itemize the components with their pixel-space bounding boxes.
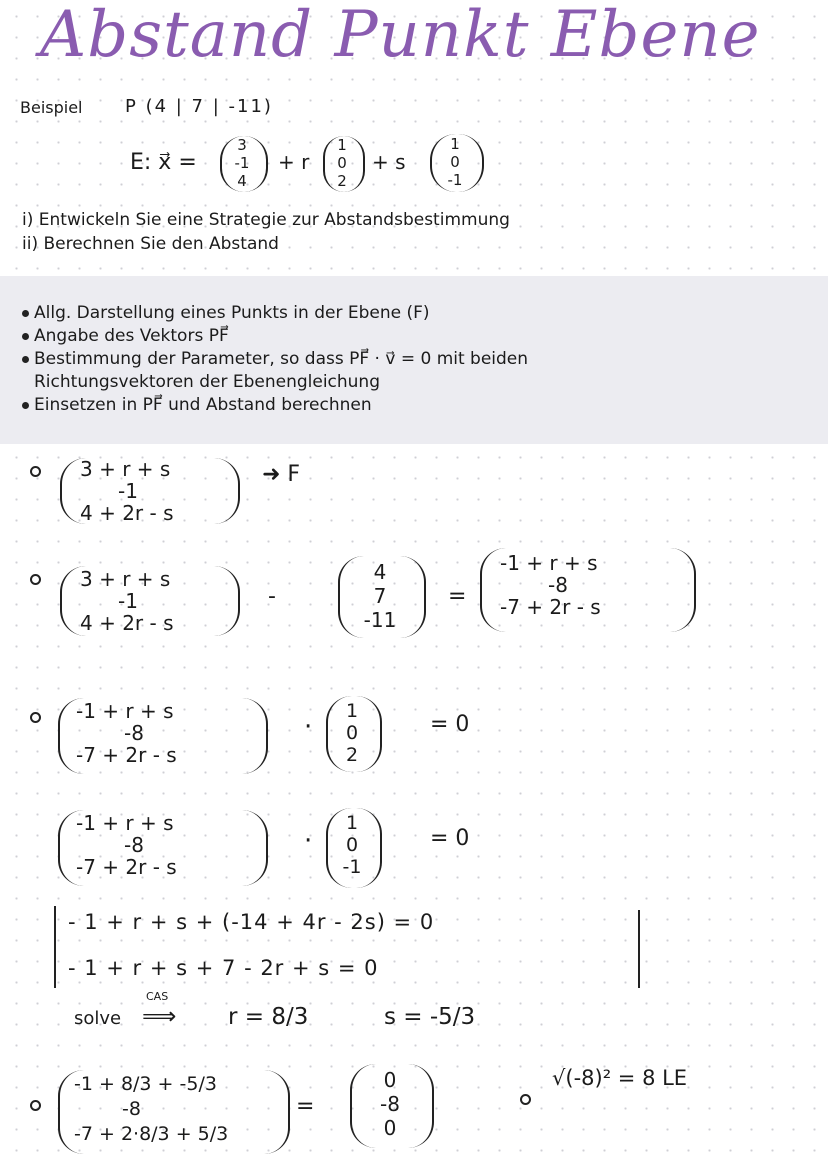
vector-entry: -7 + 2·8/3 + 5/3 <box>74 1123 229 1145</box>
result-zero: = 0 <box>430 712 470 737</box>
vector-entry: -1 <box>118 589 138 613</box>
direction-vector-1 <box>327 136 357 190</box>
page-title: Abstand Punkt Ebene <box>40 0 761 72</box>
vector-entry: 0 <box>345 722 359 744</box>
vector-entry: -1 + 8/3 + -5/3 <box>74 1073 217 1095</box>
example-label: Beispiel <box>20 98 83 117</box>
r-value: r = 8/3 <box>228 1004 309 1030</box>
vector-entry: -1 <box>447 171 463 189</box>
bullet-icon <box>22 333 29 340</box>
plane-prefix: E: x⃗ = <box>130 150 197 175</box>
vector-entry: -7 + 2r - s <box>500 595 601 619</box>
vector-entry: -7 + 2r - s <box>76 743 177 767</box>
vector-entry: 1 <box>345 812 359 834</box>
step2-vector-p <box>350 560 410 632</box>
vector-entry: -1 + r + s <box>76 811 174 835</box>
vector-entry: -1 <box>342 856 362 878</box>
s-label: + s <box>372 150 406 174</box>
vector-entry: 1 <box>345 700 359 722</box>
solve-label: solve <box>74 1008 122 1029</box>
step-marker <box>30 1100 41 1111</box>
strategy-item: Richtungsvektoren der Ebenengleichung <box>34 372 381 392</box>
vector-entry: -8 <box>380 1092 400 1116</box>
result-zero: = 0 <box>430 826 470 851</box>
vector-entry: -8 <box>124 721 144 745</box>
vector-entry: 3 + r + s <box>80 457 171 481</box>
step2-vector-f <box>66 568 230 634</box>
final-vector <box>66 1072 280 1147</box>
direction-vector-2 <box>436 135 474 189</box>
step3-vector-pf <box>66 700 260 766</box>
step-marker <box>30 712 41 723</box>
cas-label: CAS <box>146 990 169 1003</box>
vector-entry: -8 <box>548 573 568 597</box>
bullet-icon <box>22 402 29 409</box>
vector-entry: -11 <box>363 608 397 632</box>
final-result-vector <box>360 1068 420 1140</box>
implies-arrow: ⟹ <box>142 1002 177 1030</box>
vector-entry: -7 + 2r - s <box>76 855 177 879</box>
equals-sign: = <box>296 1094 315 1119</box>
support-vector <box>226 136 258 190</box>
vector-entry: 7 <box>373 584 387 608</box>
strategy-item: Allg. Darstellung eines Punkts in der Ebene (F) <box>22 302 528 325</box>
strategy-item: Einsetzen in PF⃗ und Abstand berechnen <box>22 394 528 417</box>
bullet-icon <box>22 310 29 317</box>
vector-entry: 3 <box>237 136 247 154</box>
step4-vector-pf <box>66 812 260 878</box>
strategy-item: Bestimmung der Parameter, so dass PF⃗ · v⃗ = 0 mit beiden <box>22 348 528 371</box>
vector-entry: 0 <box>337 154 347 172</box>
step-marker <box>30 466 41 477</box>
vector-entry: 4 + 2r - s <box>80 501 174 525</box>
vector-entry: 0 <box>345 834 359 856</box>
vector-entry: 4 <box>237 172 247 190</box>
step1-vector <box>66 458 230 524</box>
system-right-bar <box>638 910 640 988</box>
point-p: P (4 | 7 | -11) <box>125 96 273 117</box>
vector-entry: 2 <box>345 744 359 766</box>
vector-entry: 2 <box>337 172 347 190</box>
vector-entry: -1 <box>118 479 138 503</box>
vector-entry: 0 <box>450 153 460 171</box>
task-1: i) Entwickeln Sie eine Strategie zur Abstandsbestimmung <box>22 210 510 230</box>
vector-entry: 3 + r + s <box>80 567 171 591</box>
r-label: + r <box>278 150 310 174</box>
strategy-list <box>22 302 528 417</box>
s-value: s = -5/3 <box>384 1004 476 1030</box>
vector-entry: -1 + r + s <box>76 699 174 723</box>
arrow-to-f: ➜ F <box>262 462 301 487</box>
vector-entry: -8 <box>122 1098 141 1120</box>
minus-sign: - <box>268 584 276 609</box>
dot-operator: · <box>304 826 313 856</box>
vector-entry: -8 <box>124 833 144 857</box>
strategy-item: Angabe des Vektors PF⃗ <box>22 325 528 348</box>
vector-entry: 4 <box>373 560 387 584</box>
system-left-bar <box>54 906 56 988</box>
vector-entry: -1 <box>234 154 250 172</box>
equals-sign: = <box>448 584 467 609</box>
step-marker <box>520 1094 531 1105</box>
step2-vector-pf <box>490 552 686 618</box>
step4-direction-vector <box>332 812 372 878</box>
equation-2: - 1 + r + s + 7 - 2r + s = 0 <box>68 956 379 980</box>
dot-operator: · <box>304 712 313 742</box>
step-marker <box>30 574 41 585</box>
equation-1: - 1 + r + s + (-14 + 4r - 2s) = 0 <box>68 910 435 934</box>
vector-entry: 0 <box>383 1068 397 1092</box>
task-2: ii) Berechnen Sie den Abstand <box>22 234 279 254</box>
vector-entry: 4 + 2r - s <box>80 611 174 635</box>
bullet-icon <box>22 356 29 363</box>
vector-entry: 1 <box>450 135 460 153</box>
vector-entry: 0 <box>383 1116 397 1140</box>
vector-entry: 1 <box>337 136 347 154</box>
vector-entry: -1 + r + s <box>500 551 598 575</box>
distance-result: √(-8)² = 8 LE <box>552 1066 688 1090</box>
step3-direction-vector <box>332 700 372 766</box>
